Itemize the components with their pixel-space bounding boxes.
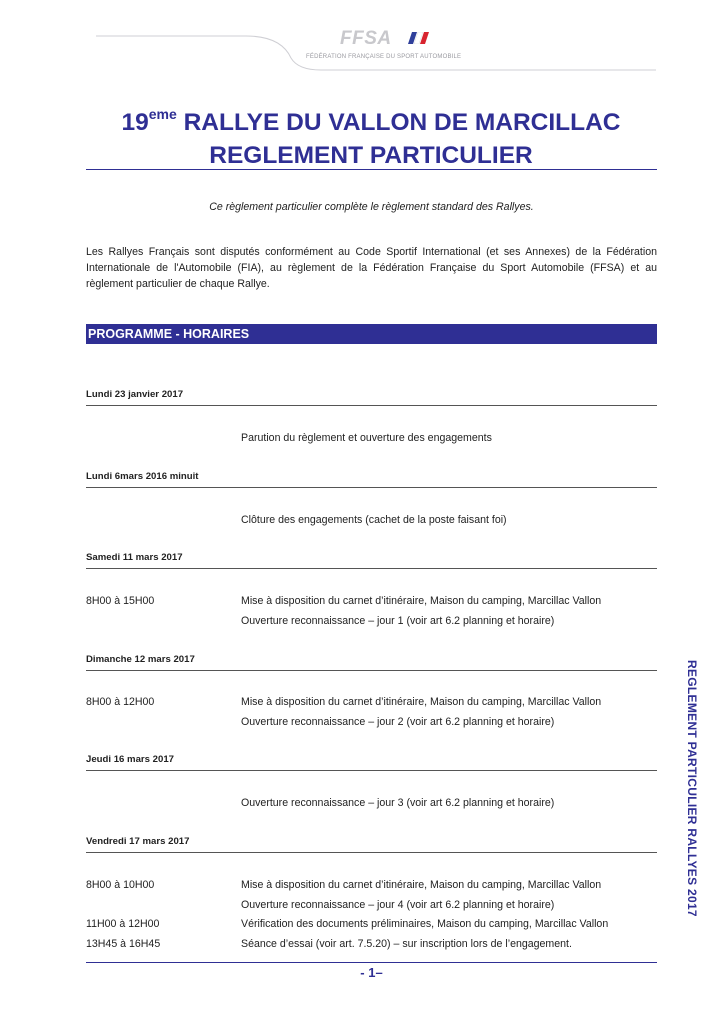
title-line-1-rest: RALLYE DU VALLON DE MARCILLAC xyxy=(176,109,621,136)
schedule-entry-time: 11H00 à 12H00 xyxy=(86,918,160,930)
schedule-date-4: Jeudi 16 mars 2017 xyxy=(86,754,657,771)
logo-subtitle: FÉDÉRATION FRANÇAISE DU SPORT AUTOMOBILE xyxy=(306,54,462,60)
page-number: - 1– xyxy=(360,965,383,980)
schedule-date-1: Lundi 6mars 2016 minuit xyxy=(86,471,657,488)
logo-text: FFSA xyxy=(340,28,392,49)
schedule-date-0: Lundi 23 janvier 2017 xyxy=(86,389,657,406)
schedule-entry-text: Clôture des engagements (cachet de la poste faisant foi) xyxy=(241,514,507,526)
ffsa-logo xyxy=(290,26,460,70)
schedule-entry-text: Séance d’essai (voir art. 7.5.20) – sur inscription lors de l’engagement. xyxy=(241,938,572,950)
footer-divider xyxy=(86,962,657,963)
tricolor-flag-icon xyxy=(408,32,430,44)
schedule-date-5: Vendredi 17 mars 2017 xyxy=(86,836,657,853)
schedule-entry-text: Ouverture reconnaissance – jour 1 (voir art 6.2 planning et horaire) xyxy=(241,615,555,627)
intro-italic-note: Ce règlement particulier complète le règlement standard des Rallyes. xyxy=(209,201,534,213)
schedule-entry-time: 8H00 à 12H00 xyxy=(86,696,155,708)
schedule-entry-text: Ouverture reconnaissance – jour 2 (voir art 6.2 planning et horaire) xyxy=(241,716,555,728)
schedule-entry-text: Parution du règlement et ouverture des engagements xyxy=(241,432,492,444)
title-line-2: REGLEMENT PARTICULIER xyxy=(209,142,533,169)
title-line-1 xyxy=(86,98,656,139)
schedule-entry-time: 13H45 à 16H45 xyxy=(86,938,161,950)
title-number: 19 xyxy=(121,109,149,136)
side-running-title: REGLEMENT PARTICULIER RALLYES 2017 xyxy=(685,660,699,917)
title-suffix: eme xyxy=(148,106,177,122)
schedule-entry-text: Ouverture reconnaissance – jour 3 (voir art 6.2 planning et horaire) xyxy=(241,797,555,809)
title-divider xyxy=(86,169,657,170)
document-title xyxy=(86,98,656,172)
schedule-entry-text: Mise à disposition du carnet d’itinéraire, Maison du camping, Marcillac Vallon xyxy=(241,879,602,891)
schedule-entry-text: Mise à disposition du carnet d’itinéraire, Maison du camping, Marcillac Vallon xyxy=(241,595,602,607)
schedule-entry-time: 8H00 à 15H00 xyxy=(86,595,155,607)
schedule-entry-text: Vérification des documents préliminaires, Maison du camping, Marcillac Vallon xyxy=(241,918,609,930)
schedule-entry-text: Ouverture reconnaissance – jour 4 (voir art 6.2 planning et horaire) xyxy=(241,899,555,911)
intro-paragraph: Les Rallyes Français sont disputés conformément au Code Sportif International (et ses Annexes) de la Fédération Internationale de l'Automobile (FIA), au règlement de la Fédération Française du Sport Automobile (FFSA) et au règlement particulier de chaque Rallye. xyxy=(86,246,657,290)
schedule-entry-time: 8H00 à 10H00 xyxy=(86,879,155,891)
section-header-programme: PROGRAMME - HORAIRES xyxy=(86,324,657,344)
schedule-date-2: Samedi 11 mars 2017 xyxy=(86,552,657,569)
schedule-date-3: Dimanche 12 mars 2017 xyxy=(86,654,657,671)
schedule-entry-text: Mise à disposition du carnet d’itinéraire, Maison du camping, Marcillac Vallon xyxy=(241,696,602,708)
